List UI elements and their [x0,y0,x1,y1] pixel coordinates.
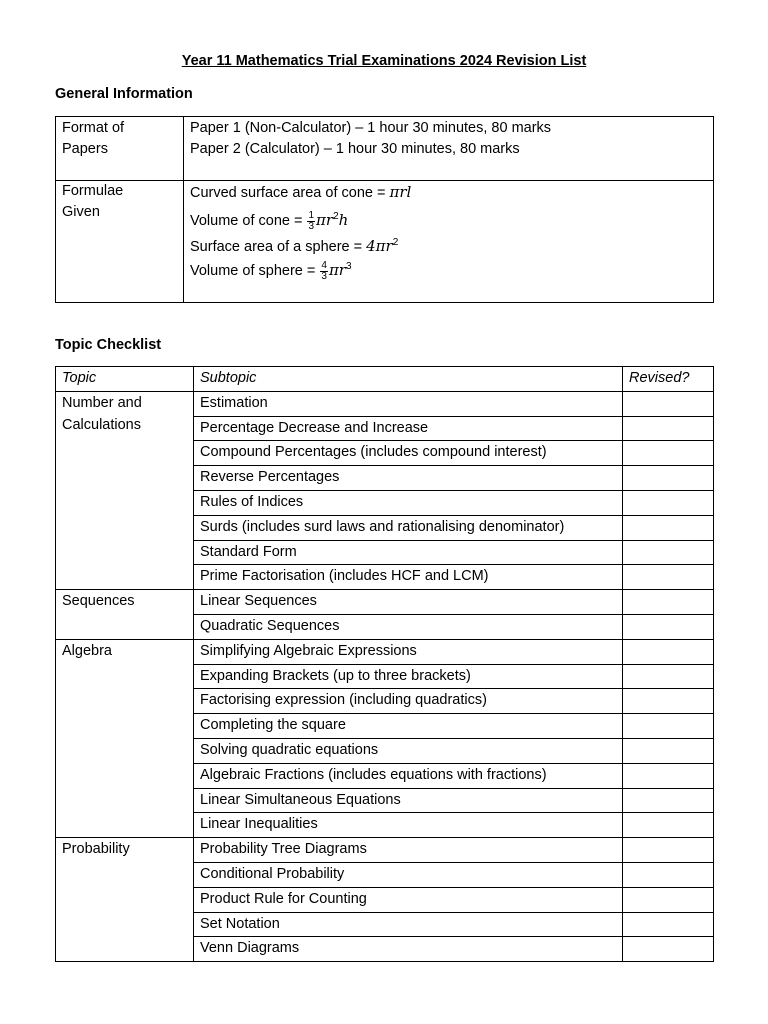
subtopic-column-header: Subtopic [194,367,623,392]
subtopic-cell: Venn Diagrams [194,937,623,962]
formulae-row [56,181,714,303]
table-row [56,838,714,863]
revised-checkbox-cell[interactable] [623,590,714,615]
subtopic-cell: Estimation [194,391,623,416]
subtopic-cell: Simplifying Algebraic Expressions [194,639,623,664]
page-title [0,53,768,69]
formulae-cell [184,181,714,303]
subtopic-cell: Expanding Brackets (up to three brackets) [194,664,623,689]
table-row [56,590,714,615]
revised-checkbox-cell[interactable] [623,689,714,714]
revised-checkbox-cell[interactable] [623,490,714,515]
topic-checklist-heading: Topic Checklist [55,337,162,353]
revised-checkbox-cell[interactable] [623,937,714,962]
revised-checkbox-cell[interactable] [623,788,714,813]
topic-name-line: Calculations [62,416,141,433]
subtopic-cell: Algebraic Fractions (includes equations with fractions) [194,763,623,788]
formula-exponent: 3 [345,261,352,272]
formulae-label-cell [56,181,184,303]
format-label-cell [56,117,184,181]
topic-checklist-body [56,367,714,962]
formulae-label-line: Given [62,204,100,220]
revised-checkbox-cell[interactable] [623,838,714,863]
formula-cone-curved-area [190,181,707,205]
revised-checkbox-cell[interactable] [623,515,714,540]
fraction-denominator: 3 [321,270,327,282]
formula-text: Volume of sphere = [190,262,320,279]
revised-checkbox-cell[interactable] [623,738,714,763]
general-info-heading: General Information [55,86,193,102]
subtopic-cell: Set Notation [194,912,623,937]
formula-expr: πr [328,260,346,279]
formula-text: Surface area of a sphere = [190,238,367,255]
formula-expr-tail: h [338,210,349,229]
subtopic-cell: Compound Percentages (includes compound interest) [194,441,623,466]
subtopic-cell: Quadratic Sequences [194,614,623,639]
subtopic-cell: Percentage Decrease and Increase [194,416,623,441]
format-value-cell [184,117,714,181]
subtopic-cell: Standard Form [194,540,623,565]
format-label-line: Format of [62,120,125,136]
formula-cone-volume [190,205,707,230]
formula-text: Volume of cone = [190,212,307,229]
format-label-line: Papers [62,141,108,157]
topic-name-line: Number and [62,394,142,411]
formula-text: Curved surface area of cone = [190,185,390,201]
topic-name-line: Sequences [62,593,135,610]
fraction-numerator: 4 [321,259,327,271]
subtopic-cell: Conditional Probability [194,862,623,887]
topic-cell [56,639,194,837]
revised-checkbox-cell[interactable] [623,763,714,788]
fraction [307,211,315,232]
revised-column-header: Revised? [623,367,714,392]
table-row [56,391,714,416]
paper-2-format: Paper 2 (Calculator) – 1 hour 30 minutes, 80 marks [190,141,520,157]
formula-sphere-area [190,230,707,254]
revised-checkbox-cell[interactable] [623,714,714,739]
revised-checkbox-cell[interactable] [623,565,714,590]
subtopic-cell: Solving quadratic equations [194,738,623,763]
revised-checkbox-cell[interactable] [623,614,714,639]
revised-checkbox-cell[interactable] [623,887,714,912]
revised-checkbox-cell[interactable] [623,540,714,565]
subtopic-cell: Probability Tree Diagrams [194,838,623,863]
formulae-label-line: Formulae [62,183,124,199]
fraction-denominator: 3 [308,220,315,232]
subtopic-cell: Reverse Percentages [194,466,623,491]
subtopic-cell: Rules of Indices [194,490,623,515]
fraction [320,261,328,282]
formula-expr: 4πr [366,236,393,255]
revised-checkbox-cell[interactable] [623,639,714,664]
formula-sphere-volume [190,254,707,280]
topic-cell [56,391,194,589]
general-info-table [55,116,714,303]
topic-checklist-table [55,366,714,962]
topic-name-line: Probability [62,841,130,858]
topic-column-header: Topic [56,367,194,392]
subtopic-cell: Factorising expression (including quadratics) [194,689,623,714]
subtopic-cell: Linear Inequalities [194,813,623,838]
revised-checkbox-cell[interactable] [623,912,714,937]
revised-checkbox-cell[interactable] [623,441,714,466]
topic-cell [56,838,194,962]
revised-checkbox-cell[interactable] [623,664,714,689]
revised-checkbox-cell[interactable] [623,391,714,416]
topic-name-line: Algebra [62,642,112,659]
subtopic-cell: Product Rule for Counting [194,887,623,912]
subtopic-cell: Prime Factorisation (includes HCF and LCM) [194,565,623,590]
topic-cell [56,590,194,640]
subtopic-cell: Linear Sequences [194,590,623,615]
revised-checkbox-cell[interactable] [623,466,714,491]
title-text: Year 11 Mathematics Trial Examinations 2024 Revision List [181,53,587,69]
subtopic-cell: Linear Simultaneous Equations [194,788,623,813]
paper-1-format: Paper 1 (Non-Calculator) – 1 hour 30 minutes, 80 marks [190,120,552,136]
fraction-numerator: 1 [308,209,315,221]
formula-expr: πrl [389,183,412,201]
header-row [56,367,714,392]
revised-checkbox-cell[interactable] [623,416,714,441]
revised-checkbox-cell[interactable] [623,813,714,838]
subtopic-cell: Completing the square [194,714,623,739]
subtopic-cell: Surds (includes surd laws and rationalising denominator) [194,515,623,540]
formula-expr: πr [316,210,334,229]
revised-checkbox-cell[interactable] [623,862,714,887]
formula-exponent: 2 [333,211,339,222]
formula-exponent: 2 [392,237,399,248]
format-row [56,117,714,181]
table-row [56,639,714,664]
